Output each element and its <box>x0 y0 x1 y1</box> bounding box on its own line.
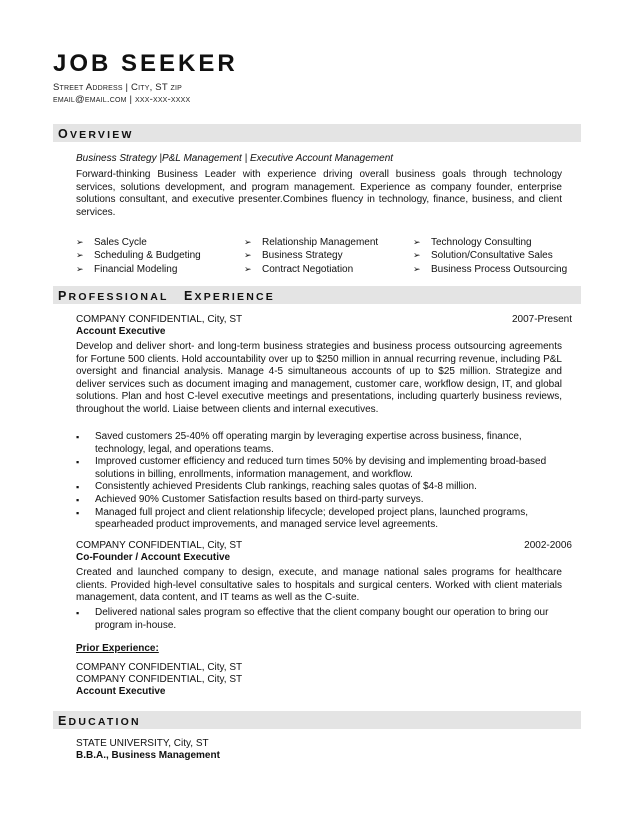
arrow-bullet-icon: ➢ <box>244 250 252 261</box>
arrow-bullet-icon: ➢ <box>244 263 252 274</box>
job2-achievements <box>76 607 562 632</box>
bullet-icon: ▪ <box>76 608 80 618</box>
skill-item: ➢ Solution/Consultative Sales <box>413 250 553 262</box>
overview-title: OVERVIEW <box>58 127 134 141</box>
achievement-item: ▪ Managed full project and client relationship lifecycle; developed project plans, launched programs, spearheaded product improvements, and managed service level agreements. <box>76 506 529 531</box>
bullet-icon: ▪ <box>76 494 80 505</box>
address-line: Street Address | City, ST zip <box>53 82 182 93</box>
job1-role: Account Executive <box>76 326 166 337</box>
skill-item: ➢ Scheduling & Budgeting <box>76 250 201 262</box>
job2-company: COMPANY CONFIDENTIAL, City, ST <box>76 540 243 551</box>
bullet-icon: ▪ <box>76 507 80 518</box>
skill-item: ➢ Sales Cycle <box>76 237 147 248</box>
arrow-bullet-icon: ➢ <box>413 250 421 261</box>
arrow-bullet-icon: ➢ <box>413 263 421 274</box>
skill-item: ➢ Relationship Management <box>244 237 379 248</box>
arrow-bullet-icon: ➢ <box>76 250 84 261</box>
skill-item: ➢ Business Strategy <box>244 250 343 262</box>
overview-summary: Forward-thinking Business Leader with experience driving overall business goals through technology services, solutions development, and program management. Experience as company founder, enterprise solutions consultant, and executive presenter.Combines fluency in technology, finance, business, and client services. <box>76 169 562 218</box>
achievement-item: ▪ Improved customer efficiency and reduced turn times 50% by devising and implementing broad-based solutions in billing, enrollments, information management, and workflow. <box>76 456 547 480</box>
bullet-icon: ▪ <box>76 432 80 442</box>
job2-role: Co-Founder / Account Executive <box>76 552 231 563</box>
job1-dates: 2007-Present <box>511 314 572 325</box>
achievement-item: ▪ Delivered national sales program so effective that the client company bought our operation to bring our program in-house. <box>76 607 549 631</box>
achievement-item: ▪ Achieved 90% Customer Satisfaction results based on third-party surveys. <box>76 493 424 505</box>
prior-role: Account Executive <box>76 686 166 697</box>
job1-company: COMPANY CONFIDENTIAL, City, ST <box>76 314 243 325</box>
skills-column-3 <box>413 236 567 276</box>
arrow-bullet-icon: ➢ <box>244 237 252 247</box>
contact-line: email@email.com | xxx-xxx-xxxx <box>53 94 191 105</box>
experience-title: PROFESSIONAL EXPERIENCE <box>58 289 275 303</box>
bullet-icon: ▪ <box>76 482 80 493</box>
prior-experience-heading: Prior Experience: <box>76 643 159 654</box>
overview-tagline: Business Strategy |P&L Management | Executive Account Management <box>76 153 394 164</box>
job1-achievements <box>76 431 562 532</box>
achievement-item: ▪ Consistently achieved Presidents Club rankings, reaching sales quotas of $4-8 million. <box>76 481 477 493</box>
overview-section-header <box>53 124 581 142</box>
skill-item: ➢ Financial Modeling <box>76 263 178 275</box>
skill-item: ➢ Technology Consulting <box>413 237 532 248</box>
bullet-icon: ▪ <box>76 457 80 468</box>
arrow-bullet-icon: ➢ <box>76 237 84 247</box>
skills-column-2 <box>244 236 378 276</box>
arrow-bullet-icon: ➢ <box>76 263 84 274</box>
job2-description: Created and launched company to design, execute, and manage national sales programs for healthcare clients. Provided high-level consultative sales to hospitals and surgical centers. Worked with client materials management, data content, and IT teams as well as the C-suite. <box>76 567 562 604</box>
skill-item: ➢ Business Process Outsourcing <box>413 263 568 275</box>
prior-company-2: COMPANY CONFIDENTIAL, City, ST <box>76 674 243 685</box>
achievement-item: ▪ Saved customers 25-40% off operating margin by leveraging expertise across business, finance, technology, legal, and operations teams. <box>76 431 522 455</box>
arrow-bullet-icon: ➢ <box>413 237 421 247</box>
skills-column-1 <box>76 236 201 276</box>
job2-dates: 2002-2006 <box>524 540 572 551</box>
education-degree: B.B.A., Business Management <box>76 750 220 761</box>
skill-item: ➢ Contract Negotiation <box>244 263 354 275</box>
prior-company-1: COMPANY CONFIDENTIAL, City, ST <box>76 662 243 673</box>
education-title: EDUCATION <box>58 714 141 728</box>
candidate-name: JOB SEEKER <box>53 50 238 77</box>
experience-section-header <box>53 286 581 304</box>
education-section-header <box>53 711 581 729</box>
education-school: STATE UNIVERSITY, City, ST <box>76 738 209 749</box>
job1-description: Develop and deliver short- and long-term business strategies and business process outsourcing agreements for Fortune 500 clients. Hold accountability over up to $250 million in annual recurring revenue, including P&L oversight and financial analysis. Manage 4-5 simultaneous accounts of up to $25 million. Strategize and deliver services such as document imaging and management, customer care, workflow design, IT, and global solutions. Plan and host C-level executive meetings and presentations, including quarterly business reviews, throughout the world. Liaise between clients and internal executives. <box>76 341 562 415</box>
